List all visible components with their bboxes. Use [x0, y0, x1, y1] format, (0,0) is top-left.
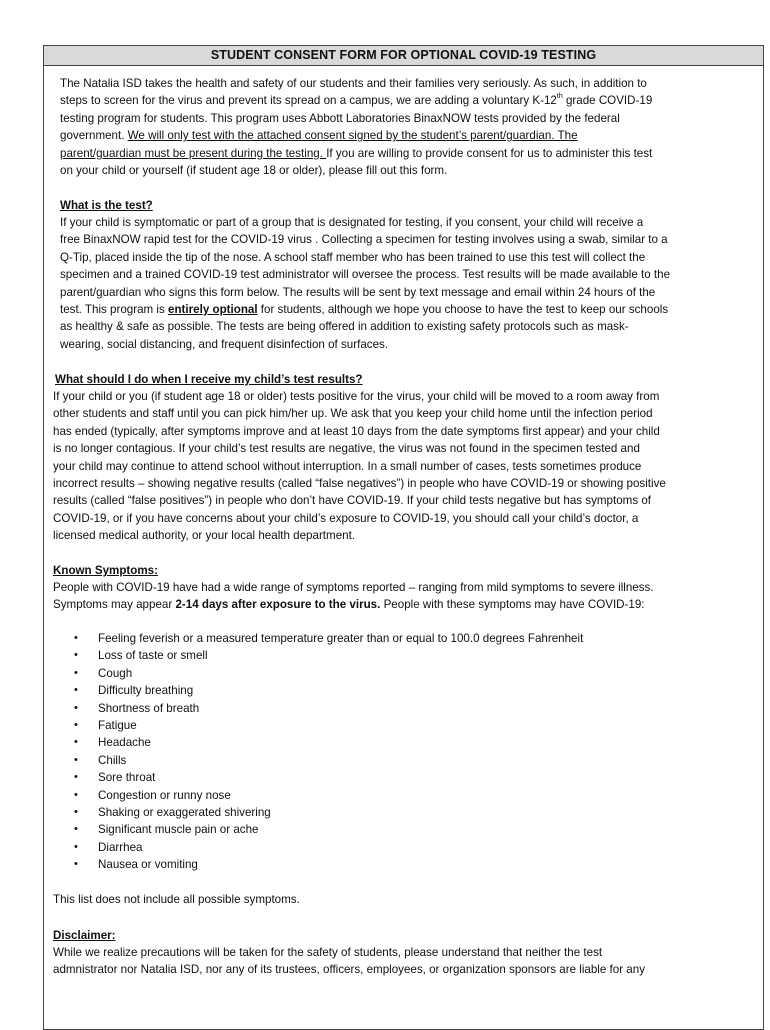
test-line: Q-Tip, placed inside the tip of the nose. A school staff member who has been trained to use this test will collect the: [60, 250, 646, 264]
parent-presence-requirement: parent/guardian must be present during the testing.: [60, 146, 327, 160]
test-line: free BinaxNOW rapid test for the COVID-19 virus . Collecting a specimen for testing involves using a swab, similar to a: [60, 233, 668, 247]
bullet-icon: •: [74, 823, 78, 836]
bullet-icon: •: [74, 771, 78, 784]
intro-line: steps to screen for the virus and prevent its spread on a campus, we are adding a voluntary K-12th grade COVID-19: [60, 93, 653, 108]
symptoms-line: Symptoms may appear 2-14 days after exposure to the virus. People with these symptoms may have COVID-19:: [53, 598, 645, 612]
results-line: is no longer contagious. If your child’s test results are negative, the virus was not found in the specimen tested and: [53, 442, 640, 456]
bullet-icon: •: [74, 753, 78, 766]
results-line: COVID-19, or if you have concerns about your child’s exposure to COVID-19, you should call your child’s doctor, a: [53, 511, 639, 525]
test-line: as healthy & safe as possible. The tests are being offered in addition to existing safety protocols such as mask-: [60, 320, 629, 334]
intro-line: government. We will only test with the attached consent signed by the student’s parent/guardian. The: [60, 129, 578, 143]
symptoms-line: People with COVID-19 have had a wide range of symptoms reported – ranging from mild symptoms to severe illness.: [53, 581, 654, 594]
bullet-icon: •: [74, 701, 78, 714]
test-line: If your child is symptomatic or part of a group that is designated for testing, if you consent, your child will receive a: [60, 216, 644, 229]
results-line: If your child or you (if student age 18 or older) tests positive for the virus, your child will be moved to a room away from: [53, 390, 660, 403]
results-line: incorrect results – showing negative results (called “false negatives”) in people who have COVID-19 or showing positive: [53, 476, 666, 490]
test-line: parent/guardian who signs this form below. The results will be sent by text message and email within 24 hours of the: [60, 285, 656, 299]
results-line: your child may continue to attend school without interruption. In a small number of cases, tests sometimes produce: [53, 459, 642, 473]
bullet-icon: •: [74, 858, 78, 871]
bullet-icon: •: [74, 840, 78, 853]
known-symptoms-intro: [53, 579, 654, 614]
what-is-test-paragraph: [60, 214, 670, 353]
intro-line: testing program for students. This program uses Abbott Laboratories BinaxNOW tests provided by the federal: [60, 111, 620, 125]
bullet-icon: •: [74, 718, 78, 731]
bullet-icon: •: [74, 805, 78, 818]
intro-line: on your child or yourself (if student age 18 or older), please fill out this form.: [60, 163, 448, 177]
symptoms-note: This list does not include all possible symptoms.: [53, 893, 300, 906]
consent-requirement: We will only test with the attached consent signed by the student’s parent/guardian. The: [127, 129, 578, 143]
test-line: wearing, social distancing, and frequent disinfection of surfaces.: [60, 337, 389, 351]
disclaimer-paragraph: [53, 944, 645, 979]
results-line: licensed medical authority, or your local health department.: [53, 529, 356, 543]
symptom-onset-emphasis: 2-14 days after exposure to the virus.: [175, 598, 381, 612]
test-results-paragraph: [53, 388, 666, 545]
form-title: STUDENT CONSENT FORM FOR OPTIONAL COVID-19 TESTING: [44, 46, 763, 66]
bullet-icon: •: [74, 736, 78, 749]
intro-line: The Natalia ISD takes the health and safety of our students and their families very seriously. As such, in addition to: [60, 77, 647, 90]
disclaimer-heading: Disclaimer:: [53, 929, 116, 942]
bullet-icon: •: [74, 666, 78, 679]
what-is-test-heading: What is the test?: [60, 199, 153, 212]
bullet-icon: •: [74, 684, 78, 697]
results-line: has ended (typically, after symptoms improve and at least 10 days from the date symptoms first appear) and your child: [53, 424, 660, 438]
test-results-heading: What should I do when I receive my child’s test results?: [55, 373, 363, 386]
results-line: other students and staff until you can pick him/her up. We ask that you keep your child home until the infection period: [53, 407, 653, 421]
test-line: test. This program is entirely optional for students, although we hope you choose to have the test to keep our schools: [60, 302, 669, 316]
bullet-icon: •: [74, 788, 78, 801]
entirely-optional-emphasis: entirely optional: [168, 302, 258, 316]
intro-paragraph: [60, 75, 652, 179]
bullet-icon: •: [74, 649, 78, 662]
disclaimer-line: admnistrator nor Natalia ISD, nor any of its trustees, officers, employees, or organization sponsors are liable for any: [53, 963, 645, 977]
results-line: results (called “false positives”) in people who don’t have COVID-19. If your child tests negative but has symptoms of: [53, 494, 652, 508]
test-line: specimen and a trained COVID-19 test administrator will oversee the process. Test results will be made available to the: [60, 268, 671, 282]
bullet-icon: •: [74, 632, 78, 644]
intro-line: parent/guardian must be present during the testing. If you are willing to provide consent for us to administer this test: [60, 146, 653, 160]
disclaimer-line: While we realize precautions will be taken for the safety of students, please understand that neither the test: [53, 946, 603, 959]
document-page: STUDENT CONSENT FORM FOR OPTIONAL COVID-19 TESTING The Natalia ISD takes the health and safety of our students and their families very seriously. As such, in addition to steps to screen for the virus and prevent its spread on a campus, we are adding a voluntary K-12th grade COVID-19 testing program for students. This program uses Abbott Laboratories BinaxNOW tests provided by the federal government. We will only test with the attached consent signed by the student’s parent/guardian. The parent/guardian must be present during the testing. If you are willing to provide consent for us to administer this test on your child or yourself (if student age 18 or older), please fill out this form. What is the test? If your child is symptomatic or part of a group that is designated for testing, if you consent, your child will receive a free BinaxNOW rapid test for the COVID-19 virus . Collecting a specimen for testing involves using a swab, similar to a Q-Tip, placed inside the tip of the nose. A school staff member who has been trained to use this test will collect the specimen and a trained COVID-19 test administrator will oversee the process. Test results will be made available to the parent/guardian who signs this form below. The results will be sent by text message and email within 24 hours of the test. This program is entirely optional for students, although we hope you choose to have the test to keep our schools as healthy & safe as possible. The tests are being offered in addition to existing safety protocols such as mask- wearing, social distancing, and frequent disinfection of surfaces. What should I do when I receive my child’s test results? If your child or you (if student age 18 or older) tests positive for the virus, your child will be moved to a room away from other students and staff until you can pick him/her up. We ask that you keep your child home until the infection period has ended (typically, after symptoms improve and at least 10 days from the date symptoms first appear) and your child is no longer contagious. If your child’s test results are negative, the virus was not found in the specimen tested and your child may continue to attend school without interruption. In a small number of cases, tests sometimes produce incorrect results – showing negative results (called “false negatives”) in people who have COVID-19 or showing positive results (called “false positives”) in people who don’t have COVID-19. If your child tests negative but has symptoms of COVID-19, or if you have concerns about your child’s exposure to COVID-19, you should call your child’s doctor, a licensed medical authority, or your local health department. Known Symptoms: People with COVID-19 have had a wide range of symptoms reported – ranging from mild symptoms to severe illness. Symptoms may appear 2-14 days after exposure to the virus. People with these symptoms may have COVID-19: • Feeling feverish or a measured temperature greater than or equal to 100.0 degrees Fahrenheit • Loss of taste or smell • Cough • Difficulty breathing • Shortness of breath • Fatigue • Headache • Chills • Sore throat • Congestion or runny nose • Shaking or exaggerated shivering • Significant muscle pain or ache • Diarrhea • Nausea or vomiting This list does not include all possible symptoms. Disclaimer: While we realize precautions will be taken for the safety of students, please understand that neither the test admnistrator nor Natalia ISD, nor any of its trustees, officers, employees, or organization sponsors are liable for any: [0, 0, 770, 1024]
known-symptoms-heading: Known Symptoms:: [53, 564, 159, 577]
